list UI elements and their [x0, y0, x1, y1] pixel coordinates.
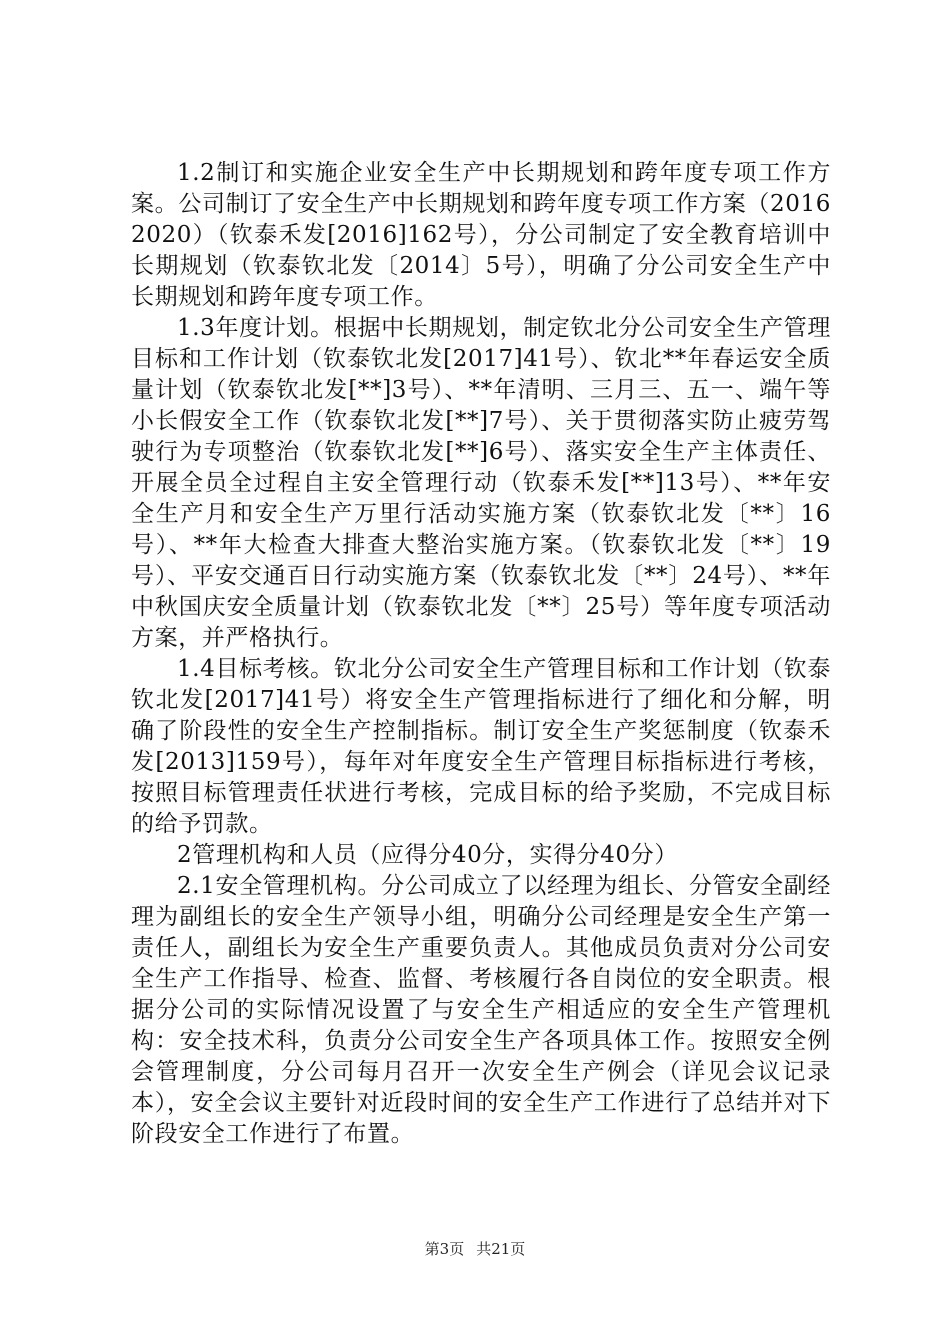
page-total: 共21页: [476, 1240, 526, 1258]
document-body: [131, 158, 831, 1150]
page-number: 第3页: [424, 1240, 465, 1258]
page-footer: [0, 1238, 950, 1259]
paragraph-1-4: 1.4目标考核。钦北分公司安全生产管理目标和工作计划（钦泰钦北发[2017]41号）将安全生产管理指标进行了细化和分解，明确了阶段性的安全生产控制指标。制订安全生产奖惩制度（钦泰禾发[2013]159号），每年对年度安全生产管理目标指标进行考核，按照目标管理责任状进行考核，完成目标的给予奖励，不完成目标的给予罚款。: [131, 656, 831, 837]
section-heading-2: 2管理机构和人员（应得分40分，实得分40分）: [177, 842, 678, 868]
paragraph-1-2: 1.2制订和实施企业安全生产中长期规划和跨年度专项工作方案。公司制订了安全生产中长期规划和跨年度专项工作方案（20162020）（钦泰禾发[2016]162号），分公司制定了安全教育培训中长期规划（钦泰钦北发〔2014〕5号），明确了分公司安全生产中长期规划和跨年度专项工作。: [131, 160, 831, 310]
paragraph-1-3: 1.3年度计划。根据中长期规划，制定钦北分公司安全生产管理目标和工作计划（钦泰钦北发[2017]41号）、钦北**年春运安全质量计划（钦泰钦北发[**]3号）、**年清明、三月三、五一、端午等小长假安全工作（钦泰钦北发[**]7号）、关于贯彻落实防止疲劳驾驶行为专项整治（钦泰钦北发[**]6号）、落实安全生产主体责任、开展全员全过程自主安全管理行动（钦泰禾发[**]13号）、**年安全生产月和安全生产万里行活动实施方案（钦泰钦北发〔**〕16号）、**年大检查大排查大整治实施方案。（钦泰钦北发〔**〕19号）、平安交通百日行动实施方案（钦泰钦北发〔**〕24号）、**年中秋国庆安全质量计划（钦泰钦北发〔**〕25号）等年度专项活动方案，并严格执行。: [131, 315, 831, 651]
paragraph-2-1: 2.1安全管理机构。分公司成立了以经理为组长、分管安全副经理为副组长的安全生产领导小组，明确分公司经理是安全生产第一责任人，副组长为安全生产重要负责人。其他成员负责对分公司安全生产工作指导、检查、监督、考核履行各自岗位的安全职责。根据分公司的实际情况设置了与安全生产相适应的安全生产管理机构：安全技术科，负责分公司安全生产各项具体工作。按照安全例会管理制度，分公司每月召开一次安全生产例会（详见会议记录本），安全会议主要针对近段时间的安全生产工作进行了总结并对下阶段安全工作进行了布置。: [131, 873, 831, 1147]
